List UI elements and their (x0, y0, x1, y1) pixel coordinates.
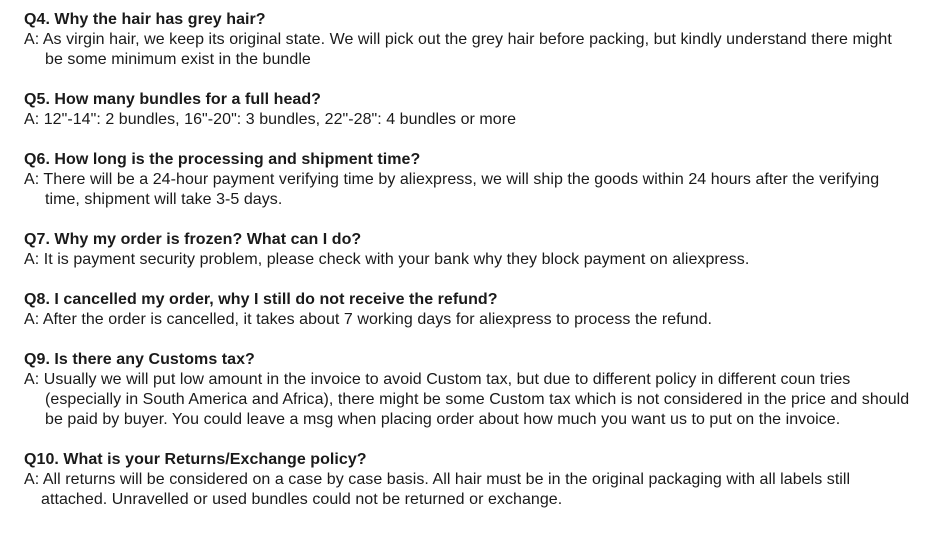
faq-answer: A: There will be a 24-hour payment verifying time by aliexpress, we will ship the goods within 24 hours after the verifying time, shipment will take 3-5 days. (24, 171, 880, 208)
faq-question: Q7. Why my order is frozen? What can I do? (24, 231, 362, 248)
faq-answer: A: After the order is cancelled, it takes about 7 working days for aliexpress to process the refund. (24, 311, 713, 328)
faq-item-q8 (24, 290, 914, 330)
faq-question: Q4. Why the hair has grey hair? (24, 11, 266, 28)
faq-question: Q9. Is there any Customs tax? (24, 351, 255, 368)
faq-answer: A: All returns will be considered on a case by case basis. All hair must be in the original packaging with all labels still attached. Unravelled or used bundles could not be returned or exchange. (24, 471, 851, 508)
faq-item-q6 (24, 150, 914, 210)
faq-answer: A: Usually we will put low amount in the invoice to avoid Custom tax, but due to different policy in different coun tries (especially in South America and Africa), there might be some Custom tax which is not considered in the price and should be paid by buyer. You could leave a msg when placing order about how much you want us to put on the invoice. (24, 371, 910, 428)
faq-question: Q5. How many bundles for a full head? (24, 91, 321, 108)
faq-item-q5 (24, 90, 914, 130)
faq-item-q10 (24, 450, 914, 510)
faq-question: Q6. How long is the processing and shipment time? (24, 151, 421, 168)
faq-item-q7 (24, 230, 914, 270)
faq-item-q4 (24, 10, 914, 70)
faq-item-q9 (24, 350, 914, 430)
faq-question: Q8. I cancelled my order, why I still do not receive the refund? (24, 291, 498, 308)
faq-answer: A: It is payment security problem, please check with your bank why they block payment on aliexpress. (24, 251, 750, 268)
faq-answer: A: 12"-14": 2 bundles, 16"-20": 3 bundles, 22"-28": 4 bundles or more (24, 111, 517, 128)
faq-list (24, 10, 914, 530)
faq-question: Q10. What is your Returns/Exchange policy? (24, 451, 367, 468)
faq-answer: A: As virgin hair, we keep its original state. We will pick out the grey hair before packing, but kindly understand there might be some minimum exist in the bundle (24, 31, 892, 68)
